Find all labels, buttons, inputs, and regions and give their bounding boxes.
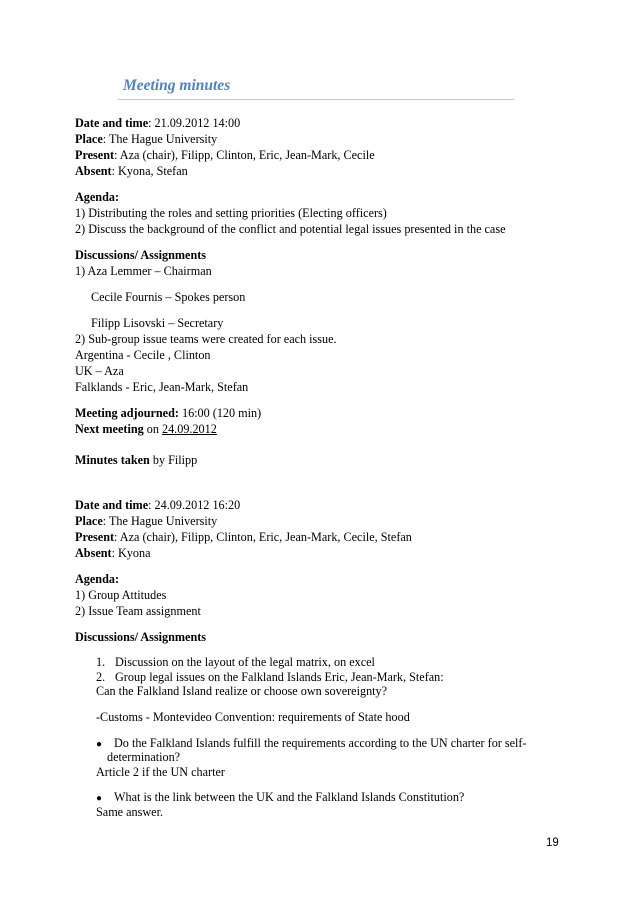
m1-next-meeting-line: Next meeting on 24.09.2012 <box>75 422 217 436</box>
m1-date-line <box>75 116 240 131</box>
m1-agenda-heading: Agenda: <box>75 190 120 204</box>
m2-agenda-heading: Agenda: <box>75 572 120 586</box>
m1-present-value: : Aza (chair), Filipp, Clinton, Eric, Jean-Mark, Cecile <box>114 148 375 162</box>
page-title: Meeting minutes <box>123 77 231 94</box>
m2-list-item: Discussion on the layout of the legal matrix, on excel <box>115 655 375 669</box>
m1-present-label: Present <box>75 148 115 162</box>
bullet-icon: ● <box>96 739 103 750</box>
m2-absent-line: Absent: Kyona <box>75 546 151 560</box>
m1-discussion-line: 2) Sub-group issue teams were created for each issue. <box>75 332 337 346</box>
m1-minutes-line: Minutes taken by Filipp <box>75 453 198 467</box>
m1-absent-label: Absent <box>75 164 112 178</box>
bullet-icon: ● <box>96 793 103 804</box>
m2-place-line: Place: The Hague University <box>75 514 218 528</box>
title-underline <box>118 99 514 100</box>
m2-article-line: Article 2 if the UN charter <box>96 765 225 779</box>
m1-present-line <box>75 148 375 163</box>
m1-absent-line <box>75 164 188 179</box>
m1-discussion-line: Filipp Lisovski – Secretary <box>91 316 224 330</box>
m2-list-number: 2. <box>96 670 106 684</box>
m1-next-date: 24.09.2012 <box>161 422 217 436</box>
m2-present-line: Present: Aza (chair), Filipp, Clinton, Eric, Jean-Mark, Cecile, Stefan <box>75 530 412 544</box>
m2-discussions-heading: Discussions/ Assignments <box>75 630 207 644</box>
m1-discussion-line: Argentina - Cecile , Clinton <box>75 348 211 362</box>
m1-place-value: : The Hague University <box>102 132 218 146</box>
m1-discussion-line: UK – Aza <box>75 364 124 378</box>
m2-bullet-item: What is the link between the UK and the Falkland Islands Constitution? <box>114 790 465 804</box>
m1-adjourned-line: Meeting adjourned: 16:00 (120 min) <box>75 406 262 420</box>
m2-bullet-item-cont: determination? <box>107 750 181 764</box>
m1-place-line <box>75 132 217 147</box>
m1-discussion-line: Cecile Fournis – Spokes person <box>91 290 246 304</box>
m1-place-label: Place <box>75 132 103 146</box>
m1-date-label: Date and time <box>75 116 149 130</box>
m2-customs-line: -Customs - Montevideo Convention: requirements of State hood <box>96 710 410 724</box>
m2-bullet-item: Do the Falkland Islands fulfill the requirements according to the UN charter for self- <box>114 736 527 750</box>
m2-list-item: Group legal issues on the Falkland Islands Eric, Jean-Mark, Stefan: <box>115 670 444 684</box>
m1-agenda-item: 1) Distributing the roles and setting priorities (Electing officers) <box>75 206 387 220</box>
m1-discussions-heading: Discussions/ Assignments <box>75 248 207 262</box>
m1-discussion-line: 1) Aza Lemmer – Chairman <box>75 264 212 278</box>
m2-date-line: Date and time: 24.09.2012 16:20 <box>75 498 241 512</box>
m1-date-value: : 21.09.2012 14:00 <box>148 116 241 130</box>
m2-same-answer: Same answer. <box>96 805 164 819</box>
m1-discussion-line: Falklands - Eric, Jean-Mark, Stefan <box>75 380 249 394</box>
m2-agenda-item: 2) Issue Team assignment <box>75 604 201 618</box>
m2-list-number: 1. <box>96 655 106 669</box>
m1-agenda-item: 2) Discuss the background of the conflict and potential legal issues presented in the case <box>75 222 506 236</box>
m2-agenda-item: 1) Group Attitudes <box>75 588 167 602</box>
m2-question: Can the Falkland Island realize or choose own sovereignty? <box>96 684 388 698</box>
m1-absent-value: : Kyona, Stefan <box>111 164 188 178</box>
page-number: 19 <box>546 837 559 849</box>
